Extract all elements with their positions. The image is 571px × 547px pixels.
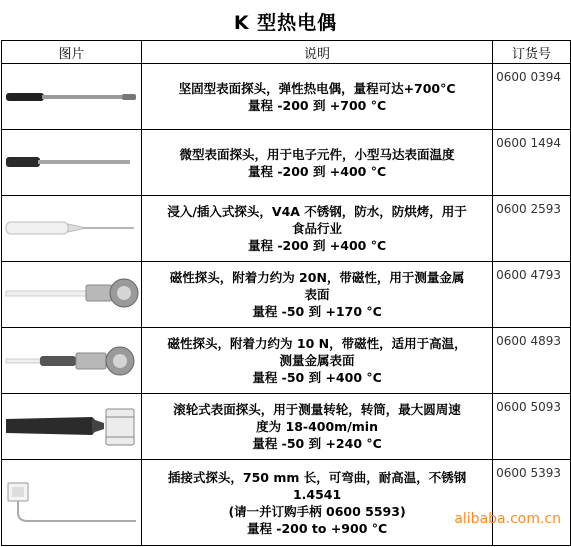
table-row xyxy=(2,196,571,262)
table-row xyxy=(2,394,571,460)
order-number: 0600 0394 xyxy=(493,64,571,130)
plug-in-probe-icon xyxy=(2,461,141,545)
rigid-surface-probe-icon xyxy=(2,65,141,129)
order-number: 0600 5093 xyxy=(493,394,571,460)
order-number: 0600 4793 xyxy=(493,262,571,328)
description-cell: 浸入/插入式探头，V4A 不锈钢，防水，防烘烤，用于 食品行业 量程 -200 到 +400 °C xyxy=(142,196,493,262)
product-image-cell xyxy=(2,262,142,328)
header-description: 说明 xyxy=(142,41,493,64)
page-title: K 型热电偶 xyxy=(233,12,338,34)
table-row xyxy=(2,328,571,394)
product-image-cell xyxy=(2,460,142,546)
product-image-cell xyxy=(2,394,142,460)
header-order-number: 订货号 xyxy=(493,41,571,64)
header-picture: 图片 xyxy=(2,41,142,64)
table-row xyxy=(2,460,571,546)
table-row xyxy=(2,130,571,196)
order-number: 0600 2593 xyxy=(493,196,571,262)
description-cell: 磁性探头，附着力约为 10 N，带磁性，适用于高温， 测量金属表面 量程 -50 到 +400 °C xyxy=(142,328,493,394)
magnetic-probe-icon xyxy=(2,263,141,327)
watermark: alibaba.com.cn xyxy=(454,511,561,527)
magnetic-probe-icon xyxy=(2,329,141,393)
product-image-cell xyxy=(2,130,142,196)
product-image-cell xyxy=(2,64,142,130)
order-number: 0600 4893 xyxy=(493,328,571,394)
micro-surface-probe-icon xyxy=(2,131,141,195)
table-header-row xyxy=(2,41,571,64)
product-table xyxy=(1,40,571,546)
description-cell: 滚轮式表面探头，用于测量转轮，转筒，最大圆周速 度为 18-400m/min 量程 -50 到 +240 °C xyxy=(142,394,493,460)
description-cell: 坚固型表面探头，弹性热电偶，量程可达+700°C 量程 -200 到 +700 °C xyxy=(142,64,493,130)
table-row xyxy=(2,262,571,328)
description-cell: 微型表面探头，用于电子元件，小型马达表面温度 量程 -200 到 +400 °C xyxy=(142,130,493,196)
immersion-probe-icon xyxy=(2,197,141,261)
product-image-cell xyxy=(2,328,142,394)
product-image-cell xyxy=(2,196,142,262)
order-number: 0600 1494 xyxy=(493,130,571,196)
order-number: 0600 5393 xyxy=(493,460,571,546)
table-row xyxy=(2,64,571,130)
description-cell: 磁性探头，附着力约为 20N，带磁性，用于测量金属 表面 量程 -50 到 +170 °C xyxy=(142,262,493,328)
roller-probe-icon xyxy=(2,395,141,459)
description-cell: 插接式探头，750 mm 长，可弯曲，耐高温，不锈钢 1.4541 (请一并订购手柄 0600 5593) 量程 -200 to +900 °C xyxy=(142,460,493,546)
